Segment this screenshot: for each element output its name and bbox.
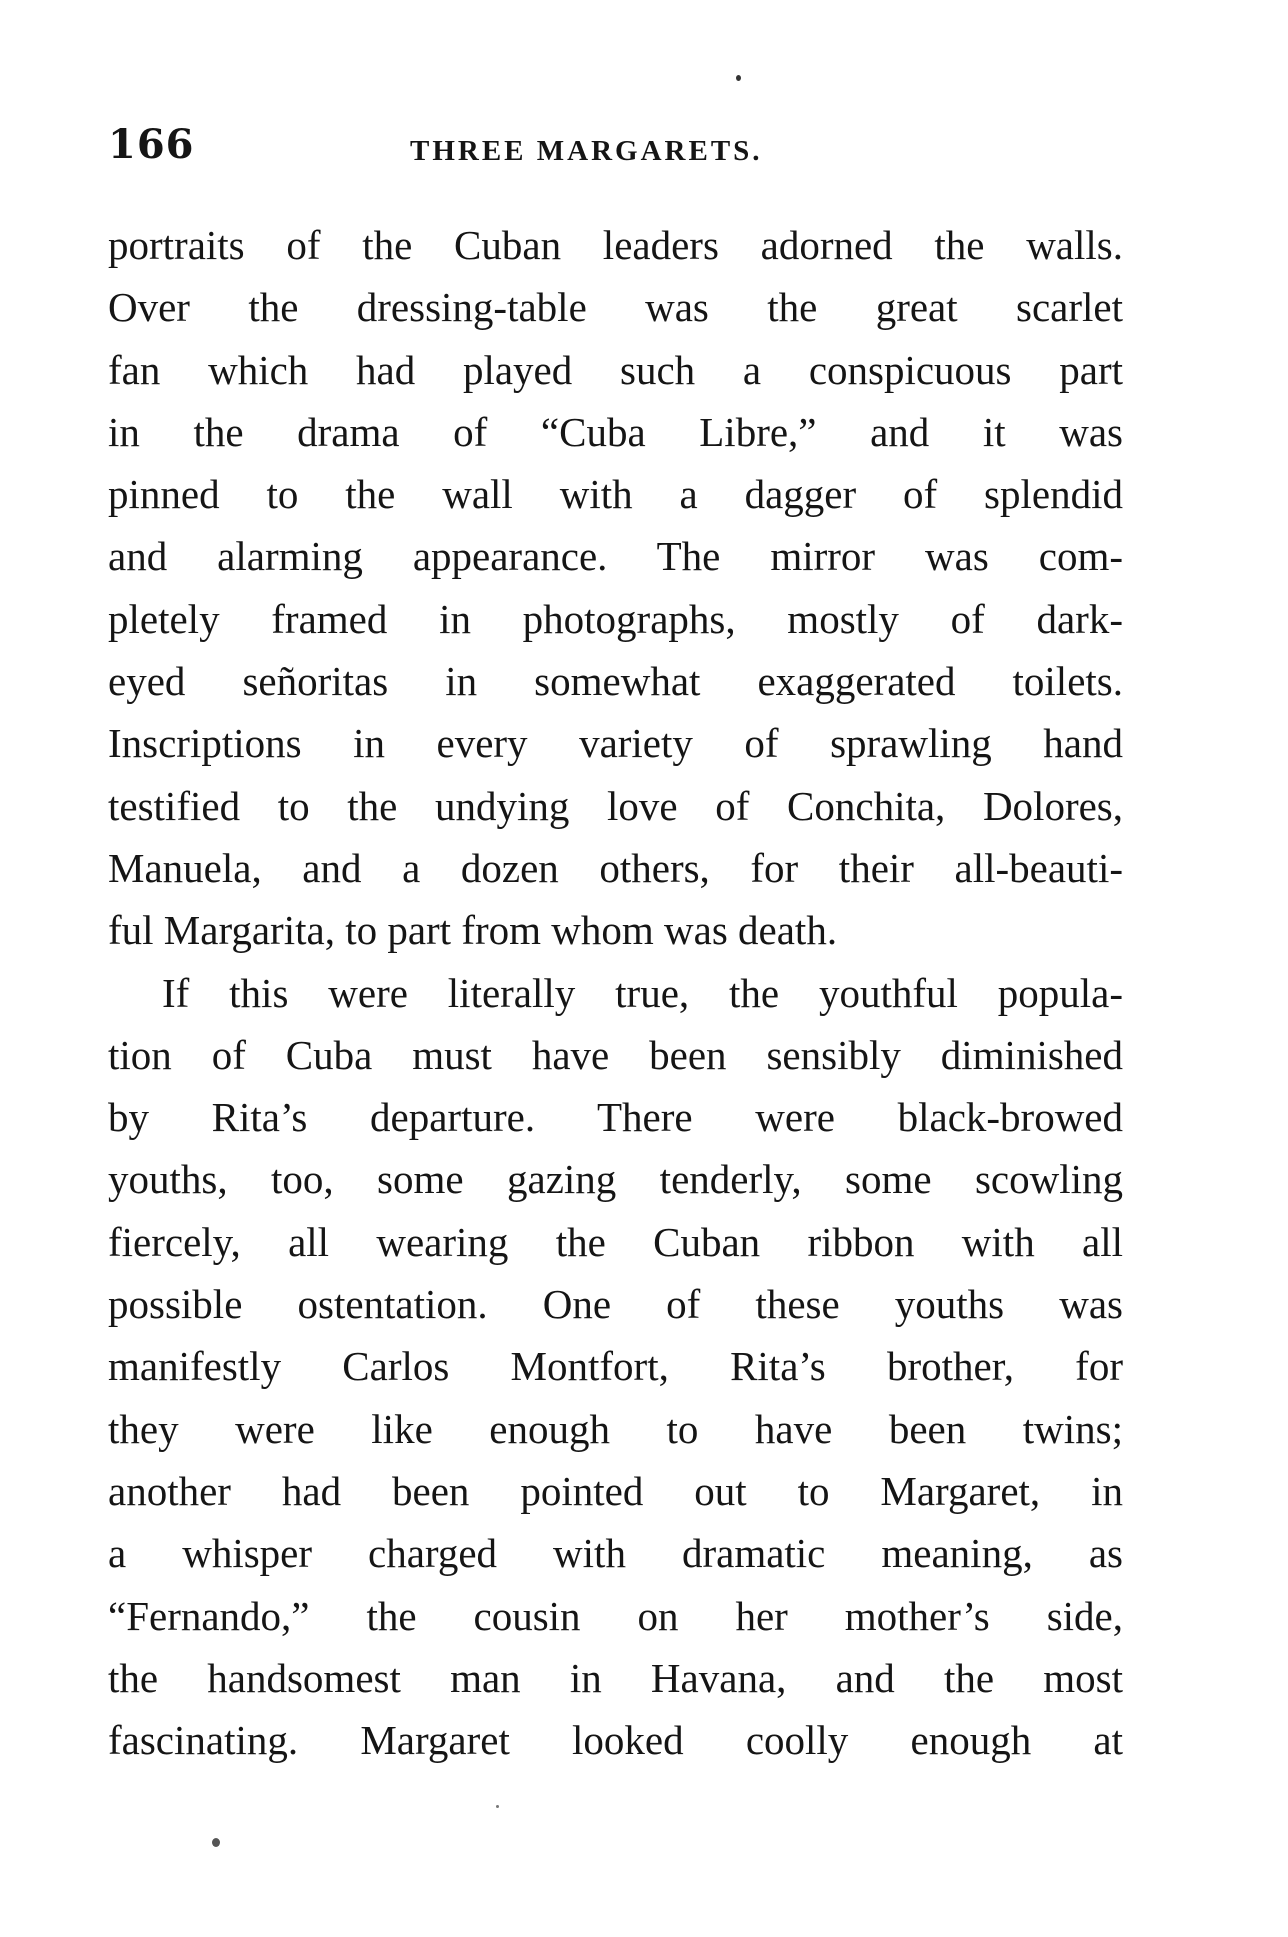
print-speck <box>212 1838 220 1847</box>
text-line: eyed señoritas in somewhat exaggerated toilets. <box>108 658 1123 705</box>
text-line: possible ostentation. One of these youths was <box>108 1281 1123 1328</box>
text-line: Manuela, and a dozen others, for their all-beauti- <box>108 844 1123 891</box>
text-line: fiercely, all wearing the Cuban ribbon with all <box>108 1218 1123 1265</box>
text-line: manifestly Carlos Montfort, Rita’s brother, for <box>108 1343 1123 1390</box>
page-header <box>108 121 1123 177</box>
print-speck <box>496 1805 499 1808</box>
text-line: another had been pointed out to Margaret, in <box>108 1467 1123 1514</box>
text-line: they were like enough to have been twins; <box>108 1405 1123 1452</box>
print-speck <box>736 75 741 81</box>
text-line: Inscriptions in every variety of sprawling hand <box>108 720 1123 767</box>
text-line: a whisper charged with dramatic meaning, as <box>108 1530 1123 1577</box>
text-line: the handsomest man in Havana, and the most <box>108 1654 1123 1701</box>
text-line: pletely framed in photographs, mostly of dark- <box>108 595 1123 642</box>
text-line: in the drama of “Cuba Libre,” and it was <box>108 408 1123 455</box>
text-line: fan which had played such a conspicuous part <box>108 346 1123 393</box>
text-line: tion of Cuba must have been sensibly diminished <box>108 1031 1123 1078</box>
page-number: 166 <box>108 121 195 168</box>
text-line: “Fernando,” the cousin on her mother’s side, <box>108 1592 1123 1639</box>
text-line: testified to the undying love of Conchita, Dolores, <box>108 782 1123 829</box>
text-line: Over the dressing-table was the great scarlet <box>108 284 1123 331</box>
text-line: If this were literally true, the youthful popula- <box>162 969 1123 1016</box>
running-title: THREE MARGARETS. <box>410 135 763 167</box>
text-line: pinned to the wall with a dagger of splendid <box>108 471 1123 518</box>
text-line: ful Margarita, to part from whom was death. <box>108 907 838 954</box>
text-line: portraits of the Cuban leaders adorned the walls. <box>108 222 1123 268</box>
text-line: youths, too, some gazing tenderly, some scowling <box>108 1156 1123 1203</box>
text-line: and alarming appearance. The mirror was com- <box>108 533 1123 580</box>
text-line: fascinating. Margaret looked coolly enough at <box>108 1717 1123 1764</box>
body-text <box>108 214 1123 1771</box>
text-line: by Rita’s departure. There were black-browed <box>108 1094 1123 1141</box>
